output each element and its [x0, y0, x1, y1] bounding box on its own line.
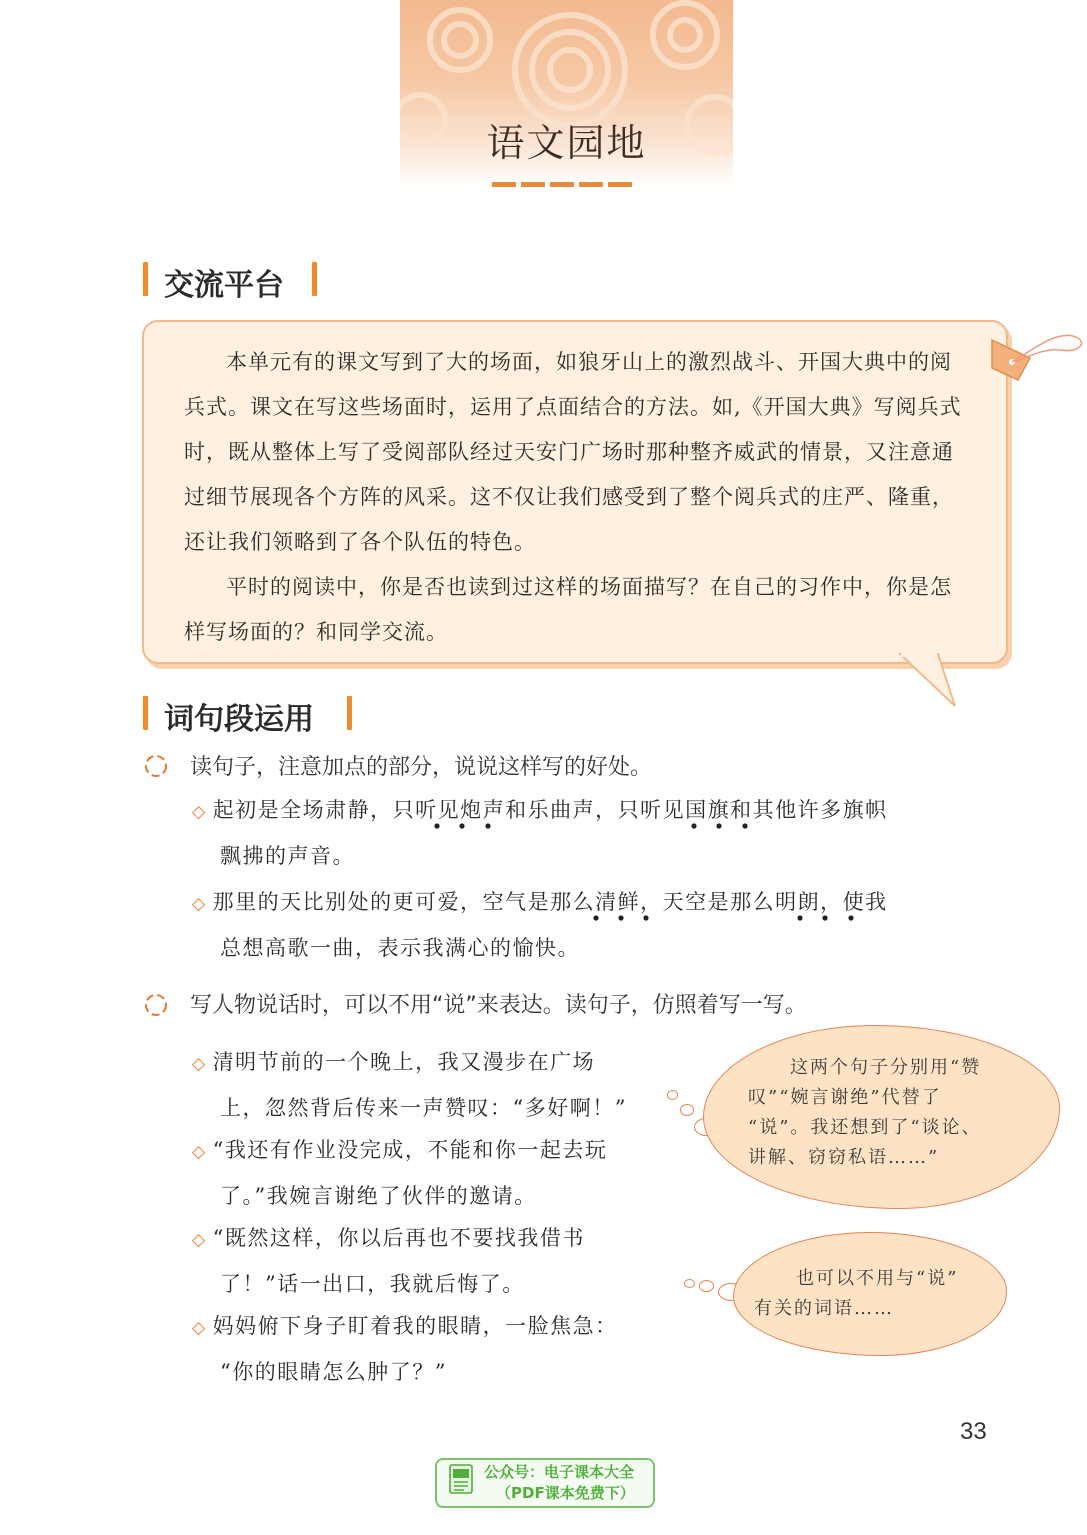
emphasized-text: 是那么 [707, 890, 776, 914]
page-title: 语文园地 [486, 121, 647, 165]
section-title-usage: 词句段运用 [164, 702, 314, 737]
watermark-line-1: 公众号：电子课本大全 [484, 1463, 635, 1481]
section-title-communication: 交流平台 [164, 268, 284, 303]
tag-icon [990, 328, 1087, 408]
diamond-icon: ◇ [192, 1054, 207, 1074]
page-number: 33 [960, 1418, 987, 1445]
exercise-2-prompt: 写人物说话时，可以不用“说”来表达。读句子，仿照着写一写。 [190, 993, 807, 1018]
diamond-icon: ◇ [192, 1318, 207, 1338]
example-sentence-1: ◇ 起初是全场肃静，只听见炮声和乐曲声，只听见国旗和其他许多旗帜 飘拂的声音。 [192, 798, 888, 868]
paragraph: 本单元有的课文写到了大的场面，如狼牙山上的激烈战斗、开国大典中的阅兵式。课文在写这些场面时，运用了点面结合的方法。如,《开国大典》写阅兵式时，既从整体上写了受阅部队经过天安门广场时那种整齐威武的情景，又注意通过细节展现各个方阵的风采。这不仅让我们感受到了整个阅兵式的庄严、隆重，还让我们领略到了各个队伍的特色。 [184, 350, 962, 554]
practice-sentence-4: ◇ 妈妈俯下身子盯着我的眼睛，一脸焦急： “你的眼睛怎么肿了？” [192, 1314, 618, 1384]
emphasized-text: 只听见 [617, 798, 686, 822]
diamond-icon: ◇ [192, 894, 207, 914]
practice-sentence-1: ◇ 清明节前的一个晚上，我又漫步在广场 上，忽然背后传来一声赞叹：“多好啊！” [192, 1050, 627, 1120]
practice-sentence-3: ◇ “既然这样，你以后再也不要找我借书 了！”话一出口，我就后悔了。 [192, 1226, 585, 1296]
paragraph: 平时的阅读中，你是否也读到过这样的场面描写？在自己的习作中，你是怎样写场面的？和同学交流。 [184, 575, 952, 644]
communication-text [184, 340, 964, 655]
diamond-icon: ◇ [192, 1142, 207, 1162]
title-underline [492, 172, 642, 177]
section-bar-right [312, 262, 317, 296]
book-icon [447, 1463, 477, 1499]
exercise-marker-icon [143, 992, 169, 1018]
thought-dot [667, 1090, 678, 1100]
thought-dot [699, 1280, 714, 1292]
diamond-icon: ◇ [192, 802, 207, 822]
thought-bubble-2-text: 也可以不用与“说” 有关的词语…… [754, 1268, 959, 1319]
emphasized-text: 是那么 [527, 890, 596, 914]
example-sentence-2: ◇ 那里的天比别处的更可爱，空气是那么清鲜，天空是那么明朗，使我 总想高歌一曲，表示我满心的愉快。 [192, 890, 888, 960]
section-bar-left [143, 262, 148, 296]
thought-dot [684, 1279, 695, 1288]
thought-bubble-1-text: 这两个句子分别用“赞 叹”“婉言谢绝”代替了 “说”。我还想到了“谈论、 讲解、窃窃私语……” [748, 1057, 982, 1168]
diamond-icon: ◇ [192, 1230, 207, 1250]
section-bar-right [347, 696, 352, 730]
watermark-line-2: （PDF课本免费下） [496, 1484, 635, 1502]
section-bar-left [143, 696, 148, 730]
exercise-1-prompt: 读句子，注意加点的部分，说说这样写的好处。 [190, 755, 653, 780]
practice-sentence-2: ◇ “我还有作业没完成，不能和你一起去玩 了。”我婉言谢绝了伙伴的邀请。 [192, 1138, 608, 1208]
exercise-marker-icon [143, 753, 169, 779]
emphasized-text: 只听见 [392, 798, 461, 822]
thought-dot [680, 1104, 694, 1116]
